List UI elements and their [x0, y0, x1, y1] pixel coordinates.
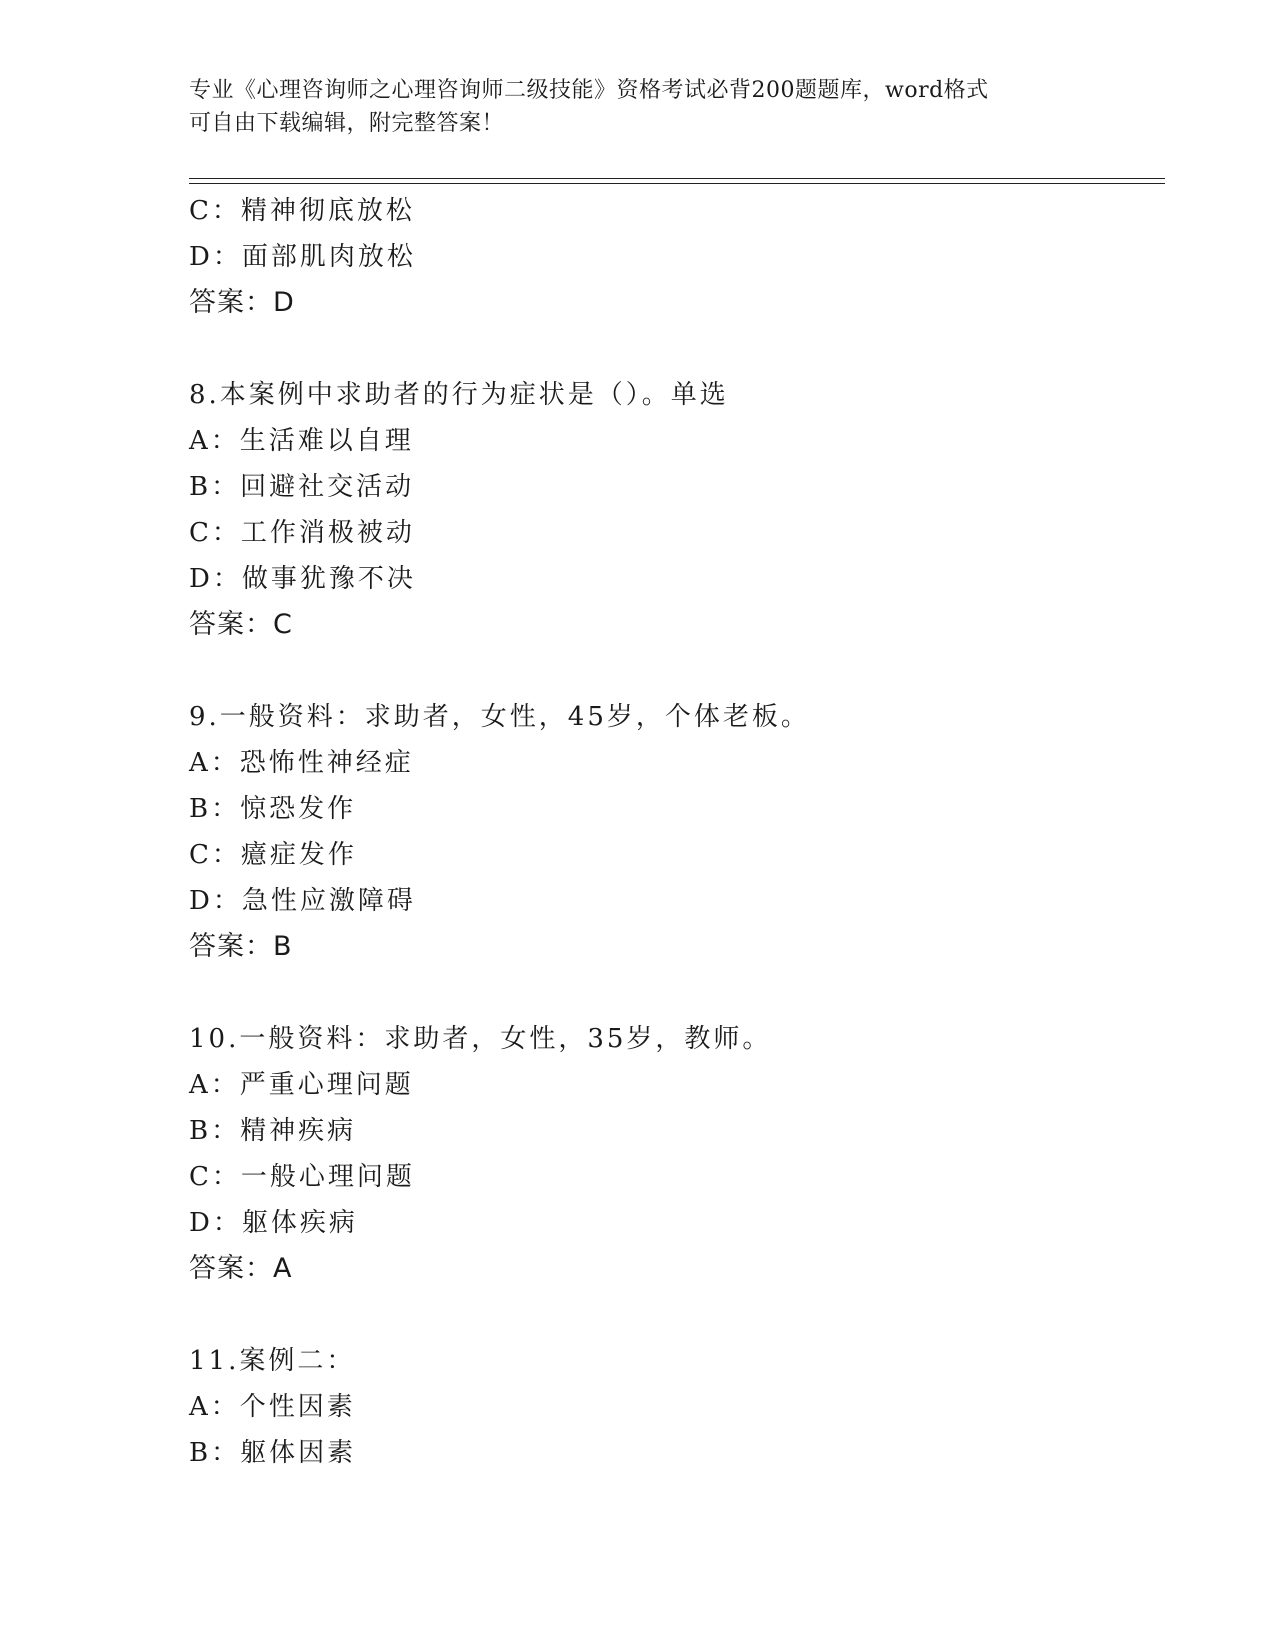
- header-line-1: 专业《心理咨询师之心理咨询师二级技能》资格考试必背200题题库，word格式: [189, 78, 989, 103]
- option-line: C：精神彻底放松: [189, 196, 415, 226]
- answer-line: 答案：A: [189, 1253, 293, 1284]
- option-line: B：精神疾病: [189, 1116, 357, 1146]
- header-divider-top: [189, 178, 1165, 179]
- document-header: [189, 74, 1089, 140]
- header-divider-bottom: [189, 183, 1165, 184]
- spacer: [189, 648, 1149, 694]
- question-stem: 8.本案例中求助者的行为症状是（）。单选: [189, 380, 729, 410]
- answer-line: 答案：D: [189, 287, 295, 318]
- option-line: D：急性应激障碍: [189, 886, 416, 916]
- option-line: C：工作消极被动: [189, 518, 415, 548]
- spacer: [189, 326, 1149, 372]
- question-stem: 9.一般资料：求助者，女性，45岁，个体老板。: [189, 702, 810, 732]
- spacer: [189, 1292, 1149, 1338]
- question-stem: 10.一般资料：求助者，女性，35岁，教师。: [189, 1024, 772, 1054]
- option-line: B：回避社交活动: [189, 472, 415, 502]
- option-line: A：个性因素: [189, 1392, 356, 1422]
- option-line: C：一般心理问题: [189, 1162, 415, 1192]
- question-list: [189, 188, 1149, 1476]
- option-line: D：做事犹豫不决: [189, 564, 416, 594]
- header-line-2: 可自由下载编辑，附完整答案！: [189, 111, 505, 136]
- answer-line: 答案：C: [189, 609, 293, 640]
- spacer: [189, 970, 1149, 1016]
- option-line: A：恐怖性神经症: [189, 748, 414, 778]
- option-line: A：严重心理问题: [189, 1070, 414, 1100]
- option-line: B：惊恐发作: [189, 794, 357, 824]
- option-line: C：癔症发作: [189, 840, 357, 870]
- question-stem: 11.案例二：: [189, 1346, 356, 1376]
- option-line: A：生活难以自理: [189, 426, 414, 456]
- answer-line: 答案：B: [189, 931, 293, 962]
- option-line: D：躯体疾病: [189, 1208, 358, 1238]
- option-line: D：面部肌肉放松: [189, 242, 416, 272]
- option-line: B：躯体因素: [189, 1438, 357, 1468]
